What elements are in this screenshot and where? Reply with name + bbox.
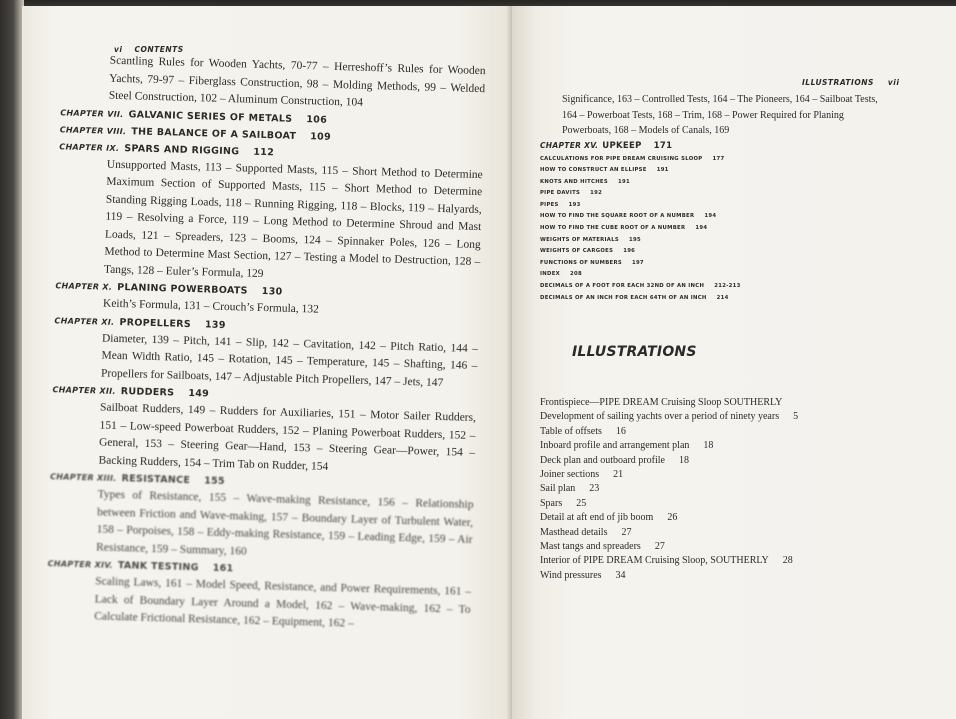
- entry-sub: Scaling Laws, 161 – Model Speed, Resistance, and Power Requirements, 161 – Lack of Boundary Layer Around a Model, 162 – Wave-making, 162 – To Calculate Frictional Resistance, 162 – Equipment, 162 –: [94, 575, 472, 630]
- entry-sub: Unsupported Masts, 113 – Supported Masts, 115 – Short Method to Determine Maximum Section of Supported Masts, 115 – Short Method to Determine Standing Rigging Loads, 118 – Running Rigging, 118 – Blocks, 119 – Halyards, 119 – Resolving a Force, 119 – Long Method to Determine Shroud and Mast Loads, 121 – Spreaders, 123 – Booms, 124 – Spinnaker Poles, 126 – Long Method to Determine Mast Section, 127 – Testing a Model to Destruction, 128 – Tangs, 128 – Euler’s Formula, 129: [103, 158, 483, 280]
- chapter-xii: CHAPTER XII. RUDDERS 149: [52, 385, 210, 400]
- illustration-item: Sail plan 23: [540, 483, 600, 495]
- chapter-x: CHAPTER X. PLANING POWERBOATS 130: [55, 281, 283, 298]
- illustrations-heading: ILLUSTRATIONS: [572, 344, 697, 360]
- appendix-item: INDEX 208: [540, 271, 582, 278]
- left-contents-list: [47, 52, 486, 636]
- appendix-item: KNOTS AND HITCHES 191: [540, 178, 630, 185]
- appendix-item: CALCULATIONS FOR PIPE DREAM CRUISING SLOOP 177: [540, 155, 725, 162]
- right-running-head-title: ILLUSTRATIONS: [802, 78, 874, 87]
- appendix-item: PIPES 193: [540, 201, 581, 208]
- chapter-xv: CHAPTER XV. UPKEEP 171: [540, 140, 673, 151]
- appendix-item: HOW TO FIND THE SQUARE ROOT OF A NUMBER 194: [540, 213, 717, 220]
- appendix-item: HOW TO FIND THE CUBE ROOT OF A NUMBER 194: [540, 225, 708, 232]
- entry-sub: Types of Resistance, 155 – Wave-making Resistance, 156 – Relationship between Friction and Wave-making, 157 – Boundary Layer of Turbulent Water, 158 – Porpoises, 158 – Eddy-making Resistance, 159 – Leading Edge, 159 – Air Resistance, 159 – Summary, 160: [96, 488, 474, 558]
- illustration-item: Masthead details 27: [540, 526, 632, 538]
- illustration-item: Deck plan and outboard profile 18: [540, 454, 689, 466]
- illustration-item: Mast tangs and spreaders 27: [540, 541, 665, 553]
- illustration-item: Detail at aft end of jib boom 26: [540, 512, 678, 524]
- right-running-head: [802, 78, 899, 87]
- illustration-item: Development of sailing yachts over a period of ninety years 5: [540, 411, 799, 423]
- illustration-item: Interior of PIPE DREAM Cruising Sloop, SOUTHERLY 28: [540, 555, 793, 567]
- illustration-item: Wind pressures 34: [540, 569, 626, 581]
- entry-sub: Keith’s Formula, 131 – Crouch’s Formula, 132: [102, 297, 320, 316]
- illustration-item: Frontispiece—PIPE DREAM Cruising Sloop SOUTHERLY: [540, 397, 783, 408]
- entry-sub: Sailboat Rudders, 149 – Rudders for Auxiliaries, 151 – Motor Sailer Rudders, 151 – Low-speed Powerboat Rudders, 152 – Planing Powerboat Rudders, 152 – General, 153 – Steering Gear—Hand, 153 – Steering Gear—Power, 154 – Backing Rudders, 154 – Trim Tab on Rudder, 154: [98, 401, 477, 473]
- chapter-viii: CHAPTER VIII. THE BALANCE OF A SAILBOAT 109: [59, 124, 332, 143]
- chapter-xiv: CHAPTER XIV. TANK TESTING 161: [47, 559, 234, 575]
- chapter-xiii: CHAPTER XIII. RESISTANCE 155: [50, 472, 226, 488]
- book-edge-left: [0, 0, 24, 719]
- left-running-head-title: CONTENTS: [134, 45, 184, 54]
- entry-sub: Scantling Rules for Wooden Yachts, 70-77 – Herreshoff’s Rules for Wooden Yachts, 79-97 – Fiberglass Construction, 98 – Molding Methods, 99 – Welded Steel Construction, 102 – Aluminum Construction, 104: [108, 54, 486, 109]
- appendix-item: WEIGHTS OF MATERIALS 195: [540, 236, 641, 243]
- illustration-item: Table of offsets 16: [540, 425, 626, 437]
- chapter-xi: CHAPTER XI. PROPELLERS 139: [54, 315, 226, 331]
- chapter-ix: CHAPTER IX. SPARS AND RIGGING 112: [59, 141, 275, 158]
- appendix-item: PIPE DAVITS 192: [540, 190, 603, 197]
- entry-sub: Diameter, 139 – Pitch, 141 – Slip, 142 – Cavitation, 142 – Pitch Ratio, 144 – Mean Width Ratio, 145 – Rotation, 145 – Temperature, 145 – Shafting, 146 – Propellers for Sailboats, 147 – Adjustable Pitch Propellers, 147 – Jets, 147: [100, 332, 479, 389]
- illustration-item: Spars 25: [540, 497, 587, 509]
- continued-entry: Significance, 163 – Controlled Tests, 164 – The Pioneers, 164 – Sailboat Tests, 164 – Powerboat Tests, 168 – Trim, 168 – Power Required for Planing Powerboats, 168 – Models of Canals, 169: [562, 94, 878, 136]
- right-page-number: vii: [887, 78, 900, 87]
- appendix-item: WEIGHTS OF CARGOES 196: [540, 248, 636, 255]
- illustration-item: Inboard profile and arrangement plan 18: [540, 440, 714, 452]
- left-page-number: vi: [114, 45, 123, 54]
- appendix-item: DECIMALS OF AN INCH FOR EACH 64TH OF AN INCH 214: [540, 294, 729, 301]
- appendix-item: HOW TO CONSTRUCT AN ELLIPSE 191: [540, 167, 669, 174]
- appendix-item: DECIMALS OF A FOOT FOR EACH 32ND OF AN INCH 212-213: [540, 283, 741, 290]
- illustration-item: Joiner sections 21: [540, 469, 624, 481]
- appendix-item: FUNCTIONS OF NUMBERS 197: [540, 259, 644, 266]
- right-contents-list: [540, 92, 890, 304]
- chapter-vii: CHAPTER VII. GALVANIC SERIES OF METALS 106: [60, 107, 328, 126]
- appendix-list: [540, 154, 890, 305]
- illustrations-list: [540, 396, 910, 583]
